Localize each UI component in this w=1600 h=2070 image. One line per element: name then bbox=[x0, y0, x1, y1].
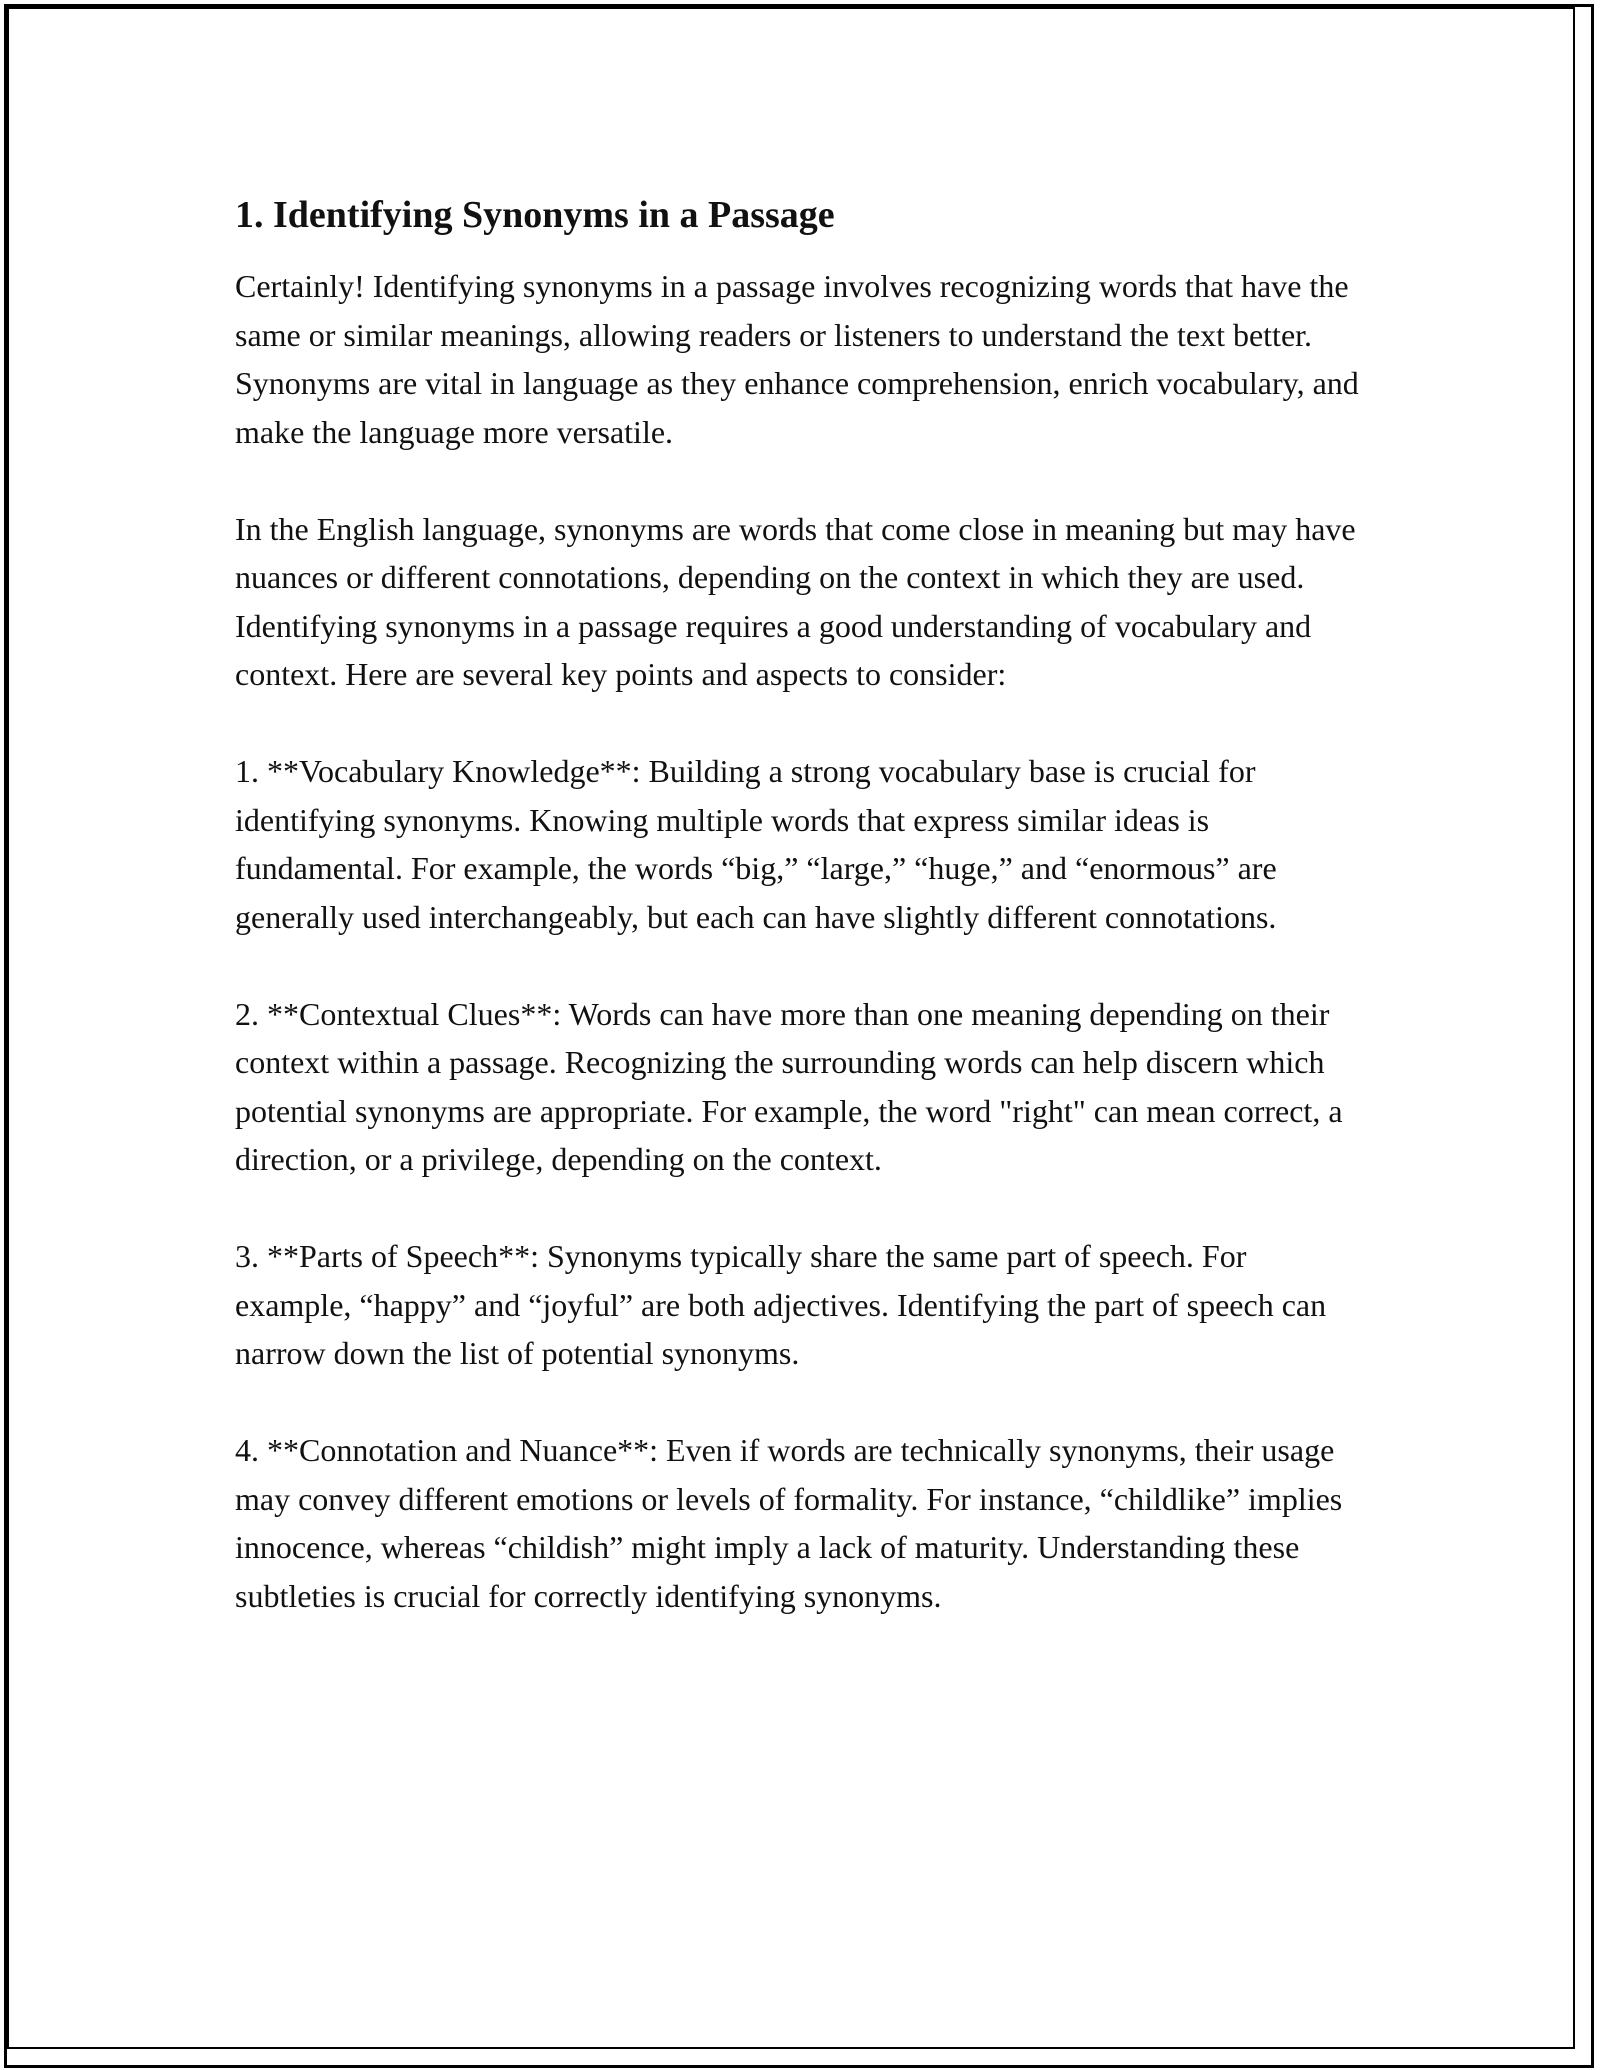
paragraph-intro: Certainly! Identifying synonyms in a passage involves recognizing words that have the same or similar meanings, allowing readers or listeners to understand the text better. Synonyms are vital in language as they enhance comprehension, enrich vocabulary, and make the language more versatile. bbox=[235, 268, 1359, 450]
document-body bbox=[235, 190, 1365, 1669]
paragraph-connotation-nuance: 4. **Connotation and Nuance**: Even if words are technically synonyms, their usage may convey different emotions or levels of formality. For instance, “childlike” implies innocence, whereas “childish” might imply a lack of maturity. Understanding these subtleties is crucial for correctly identifying synonyms. bbox=[235, 1432, 1343, 1614]
paragraph-overview: In the English language, synonyms are words that come close in meaning but may have nuances or different connotations, depending on the context in which they are used. Identifying synonyms in a passage requires a good understanding of vocabulary and context. Here are several key points and aspects to consider: bbox=[235, 510, 1356, 692]
section-title: 1. Identifying Synonyms in a Passage bbox=[235, 194, 835, 236]
paragraph-parts-of-speech: 3. **Parts of Speech**: Synonyms typically share the same part of speech. For example, “happy” and “joyful” are both adjectives. Identifying the part of speech can narrow down the list of potential synonyms. bbox=[235, 1238, 1327, 1371]
paragraph-contextual-clues: 2. **Contextual Clues**: Words can have more than one meaning depending on their context within a passage. Recognizing the surrounding words can help discern which potential synonyms are appropriate. For example, the word "right" can mean correct, a direction, or a privilege, depending on the context. bbox=[235, 995, 1343, 1177]
paragraph-vocabulary-knowledge: 1. **Vocabulary Knowledge**: Building a strong vocabulary base is crucial for identifying synonyms. Knowing multiple words that express similar ideas is fundamental. For example, the words “big,” “large,” “huge,” and “enormous” are generally used interchangeably, but each can have slightly different connotations. bbox=[235, 753, 1277, 935]
